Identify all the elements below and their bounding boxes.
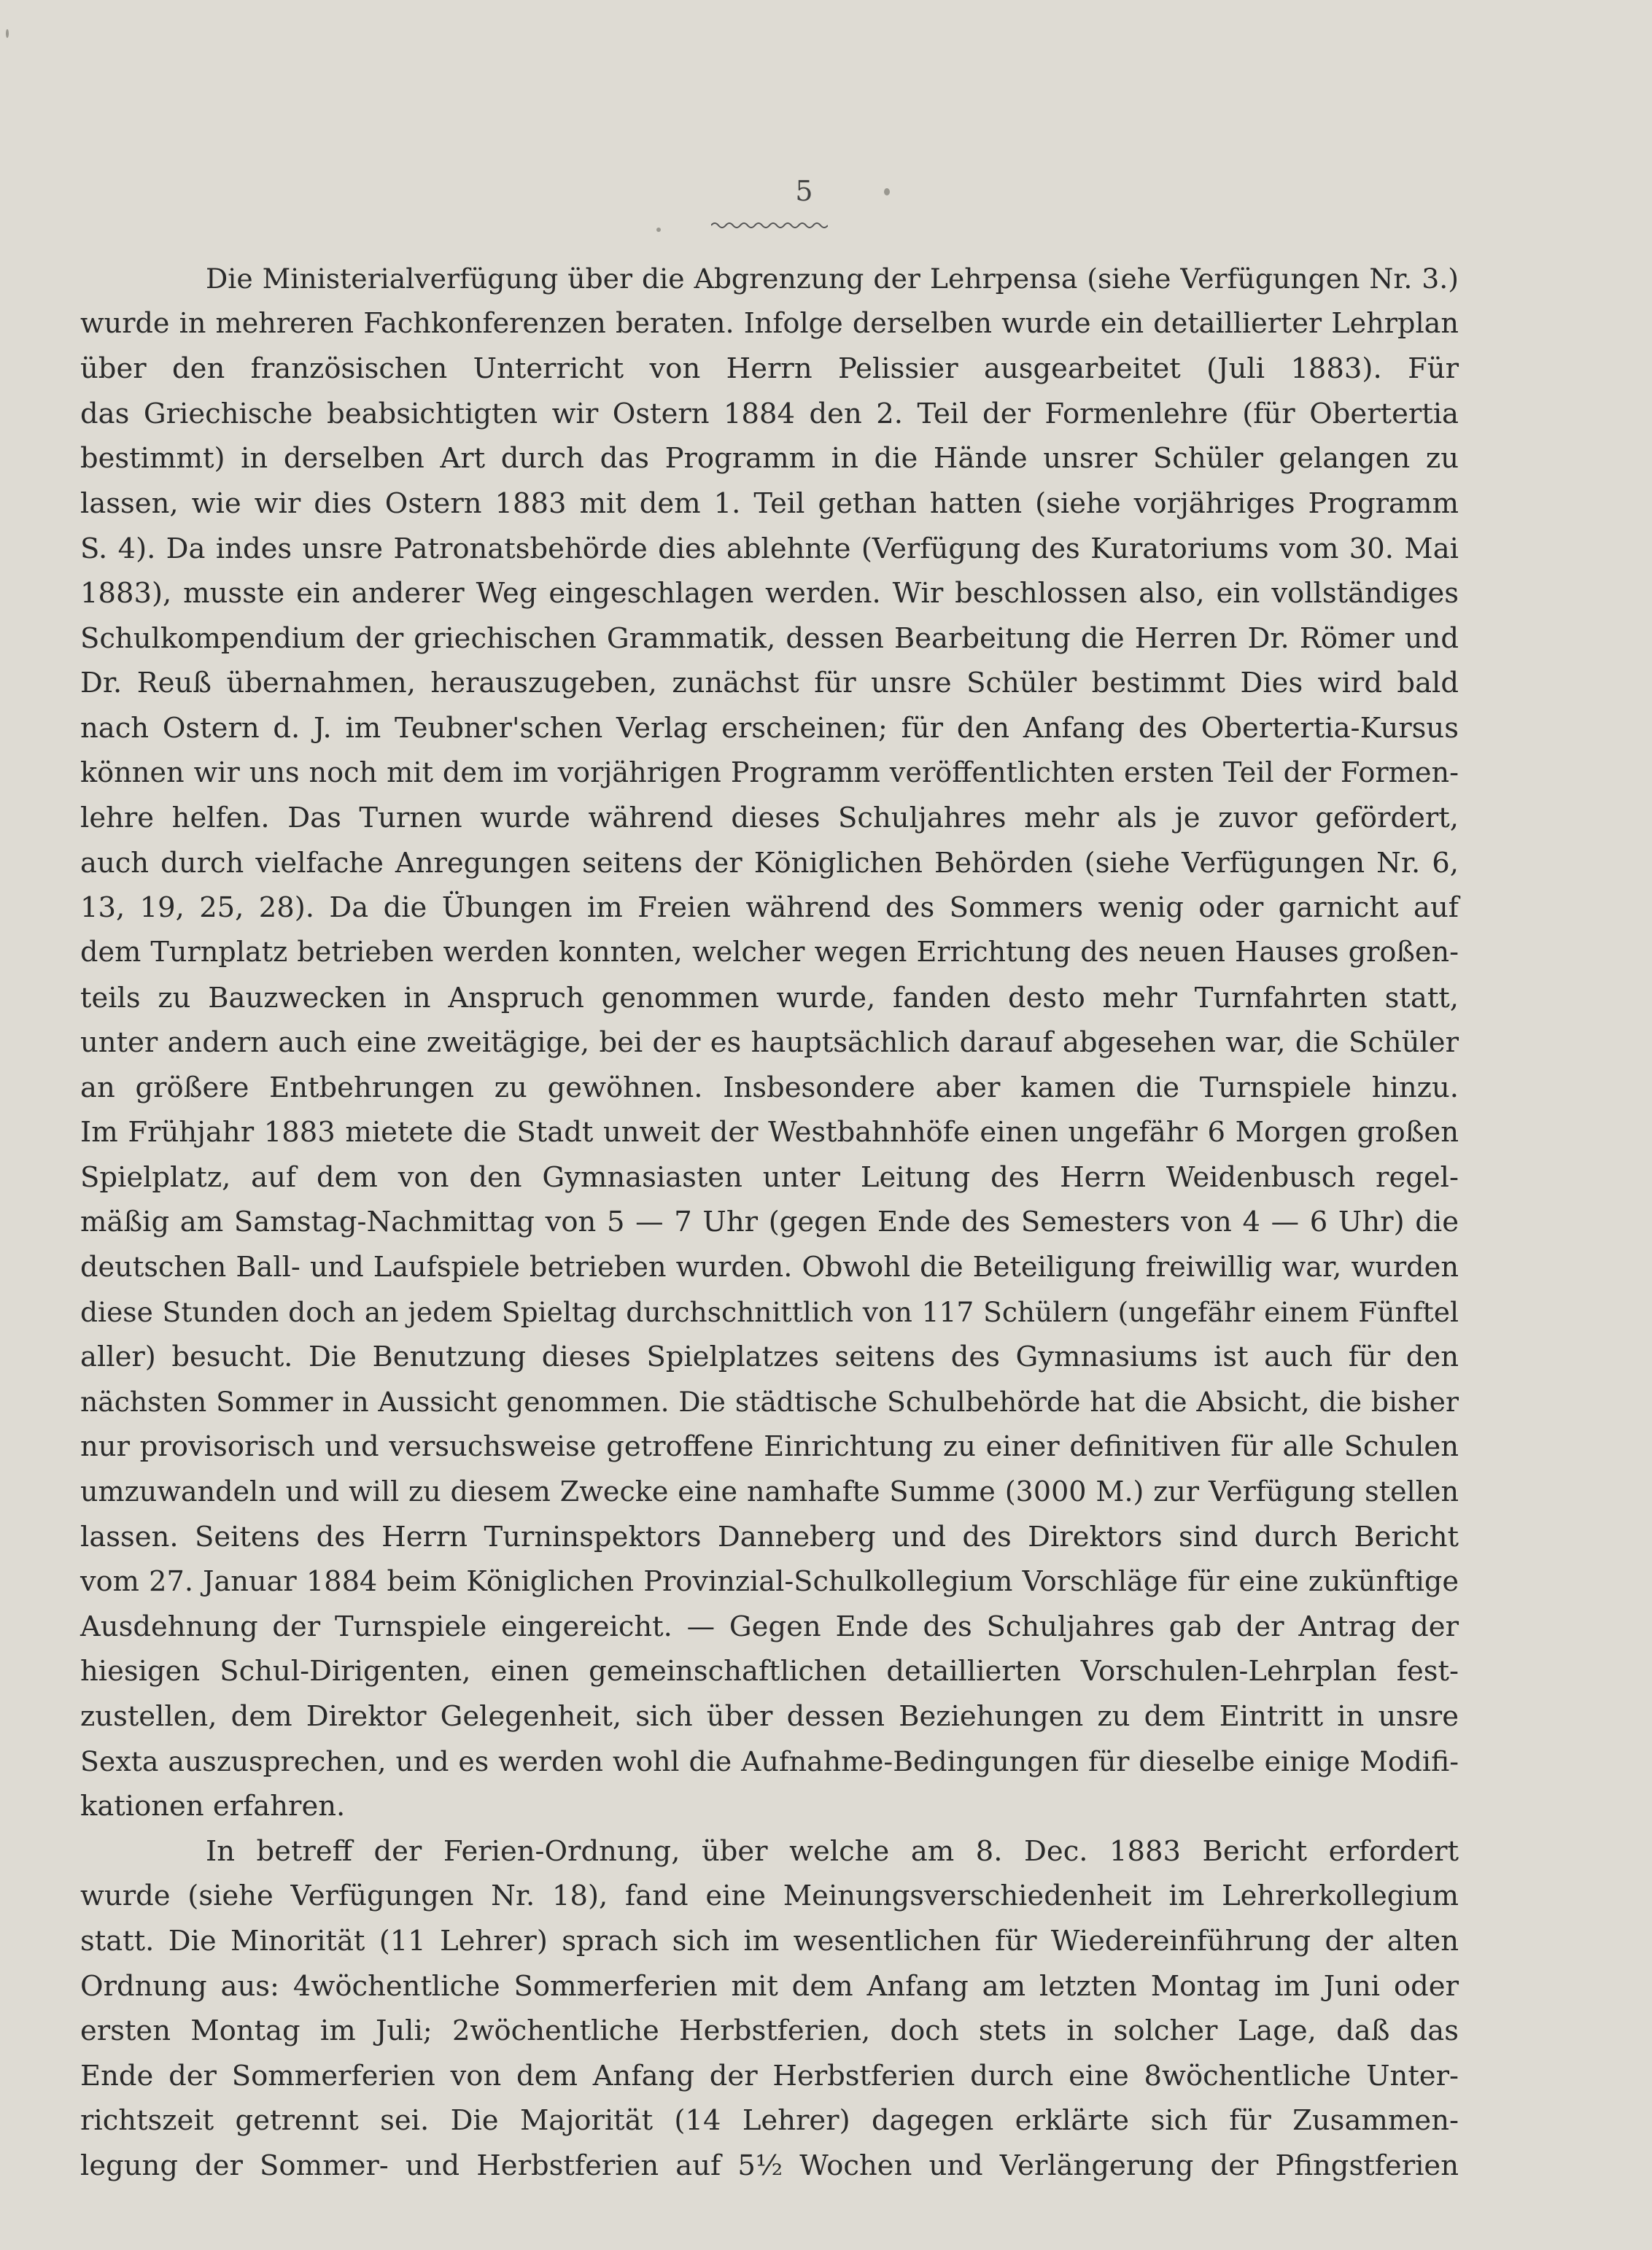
text-line: mäßig am Samstag-Nachmittag von 5 — 7 Uhr (gegen Ende des Semesters von 4 — 6 Uhr) die xyxy=(80,1206,1459,1239)
text-line: Ende der Sommerferien von dem Anfang der Herbstferien durch eine 8wöchentliche Unter- xyxy=(80,2059,1459,2092)
page-number-container xyxy=(0,175,1652,207)
text-line: lassen. Seitens des Herrn Turninspektors Danneberg und des Direktors sind durch Bericht xyxy=(80,1520,1459,1553)
text-line: Dr. Reuß übernahmen, herauszugeben, zunächst für unsre Schüler bestimmt Dies wird bald xyxy=(80,667,1459,700)
text-line: Schulkompendium der griechischen Grammatik, dessen Bearbeitung die Herren Dr. Römer und xyxy=(80,621,1459,655)
text-line: nur provisorisch und versuchsweise getroffene Einrichtung zu einer definitiven für alle Schulen xyxy=(80,1430,1459,1464)
text-line: vom 27. Januar 1884 beim Königlichen Provinzial-Schulkollegium Vorschläge für eine zukünftige xyxy=(80,1565,1459,1599)
text-line: können wir uns noch mit dem im vorjährigen Programm veröffentlichten ersten Teil der Formen- xyxy=(80,756,1459,789)
text-line: zustellen, dem Direktor Gelegenheit, sich über dessen Beziehungen zu dem Eintritt in unsre xyxy=(80,1700,1459,1733)
text-line: Im Frühjahr 1883 mietete die Stadt unweit der Westbahnhöfe einen ungefähr 6 Morgen großen xyxy=(80,1116,1459,1149)
text-line: das Griechische beabsichtigten wir Ostern 1884 den 2. Teil der Formenlehre (für Obertertia xyxy=(80,397,1459,430)
paper-speck xyxy=(884,188,890,195)
text-line: 1883), musste ein anderer Weg eingeschlagen werden. Wir beschlossen also, ein vollständiges xyxy=(80,577,1459,610)
text-line: statt. Die Minorität (11 Lehrer) sprach sich im wesentlichen für Wiedereinführung der alten xyxy=(80,1924,1459,1958)
text-line: Spielplatz, auf dem von den Gymnasiasten unter Leitung des Herrn Weidenbusch regel- xyxy=(80,1160,1459,1194)
text-line: dem Turnplatz betrieben werden konnten, welcher wegen Errichtung des neuen Hauses großen- xyxy=(80,936,1459,969)
page-number: 5 xyxy=(795,175,813,207)
text-line: nach Ostern d. J. im Teubner'schen Verlag erscheinen; für den Anfang des Obertertia-Kursus xyxy=(80,711,1459,745)
text-line: aller) besucht. Die Benutzung dieses Spielplatzes seitens des Gymnasiums ist auch für den xyxy=(80,1341,1459,1374)
text-line: legung der Sommer- und Herbstferien auf 5½ Wochen und Verlängerung der Pfingstferien xyxy=(80,2149,1459,2182)
text-line: nächsten Sommer in Aussicht genommen. Die städtische Schulbehörde hat die Absicht, die bisher xyxy=(80,1385,1459,1418)
text-line: diese Stunden doch an jedem Spieltag durchschnittlich von 117 Schülern (ungefähr einem Fünftel xyxy=(80,1295,1459,1328)
text-line: bestimmt) in derselben Art durch das Programm in die Hände unsrer Schüler gelangen zu xyxy=(80,442,1459,476)
text-line: umzuwandeln und will zu diesem Zwecke eine namhafte Summe (3000 M.) zur Verfügung stellen xyxy=(80,1475,1459,1508)
text-line: auch durch vielfache Anregungen seitens der Königlichen Behörden (siehe Verfügungen Nr. 6, xyxy=(80,846,1459,880)
text-line: 13, 19, 25, 28). Da die Übungen im Freien während des Sommers wenig oder garnicht auf xyxy=(80,891,1459,925)
text-line: wurde in mehreren Fachkonferenzen beraten. Infolge derselben wurde ein detaillierter Lehrplan xyxy=(80,307,1459,340)
text-line: lehre helfen. Das Turnen wurde während dieses Schuljahres mehr als je zuvor gefördert, xyxy=(80,802,1459,835)
text-line: Die Ministerialverfügung über die Abgrenzung der Lehrpensa (siehe Verfügungen Nr. 3.) xyxy=(206,263,1459,295)
text-line: Sexta auszusprechen, und es werden wohl die Aufnahme-Bedingungen für dieselbe einige Modifi- xyxy=(80,1745,1459,1777)
text-line: teils zu Bauzwecken in Anspruch genommen wurde, fanden desto mehr Turnfahrten statt, xyxy=(80,981,1459,1015)
text-line: Ordnung aus: 4wöchentliche Sommerferien mit dem Anfang am letzten Montag im Juni oder xyxy=(80,1969,1459,2003)
body-text xyxy=(80,257,1459,2189)
text-line: deutschen Ball- und Laufspiele betrieben wurden. Obwohl die Beteiligung freiwillig war, wurden xyxy=(80,1251,1459,1284)
text-line: richtszeit getrennt sei. Die Majorität (14 Lehrer) dagegen erklärte sich für Zusammen- xyxy=(80,2104,1459,2138)
text-line: lassen, wie wir dies Ostern 1883 mit dem 1. Teil gethan hatten (siehe vorjähriges Programm xyxy=(80,486,1459,520)
text-line: hiesigen Schul-Dirigenten, einen gemeinschaftlichen detaillierten Vorschulen-Lehrplan fest- xyxy=(80,1655,1459,1688)
paper-speck xyxy=(656,228,661,232)
text-line: ersten Montag im Juli; 2wöchentliche Herbstferien, doch stets in solcher Lage, daß das xyxy=(80,2014,1459,2048)
text-line: kationen erfahren. xyxy=(80,1790,346,1823)
text-line: S. 4). Da indes unsre Patronatsbehörde dies ablehnte (Verfügung des Kuratoriums vom 30. Mai xyxy=(80,532,1459,565)
paper-speck xyxy=(6,29,9,38)
text-line: unter andern auch eine zweitägige, bei der es hauptsächlich darauf abgesehen war, die Schüler xyxy=(80,1026,1459,1060)
text-line: wurde (siehe Verfügungen Nr. 18), fand eine Meinungsverschiedenheit im Lehrerkollegium xyxy=(80,1879,1459,1913)
text-line: an größere Entbehrungen zu gewöhnen. Insbesondere aber kamen die Turnspiele hinzu. xyxy=(80,1071,1459,1104)
wavy-rule-ornament xyxy=(711,220,828,230)
text-line: Ausdehnung der Turnspiele eingereicht. — Gegen Ende des Schuljahres gab der Antrag der xyxy=(80,1610,1459,1643)
text-line: In betreff der Ferien-Ordnung, über welche am 8. Dec. 1883 Bericht erfordert xyxy=(206,1834,1459,1868)
text-line: über den französischen Unterricht von Herrn Pelissier ausgearbeitet (Juli 1883). Für xyxy=(80,352,1459,386)
